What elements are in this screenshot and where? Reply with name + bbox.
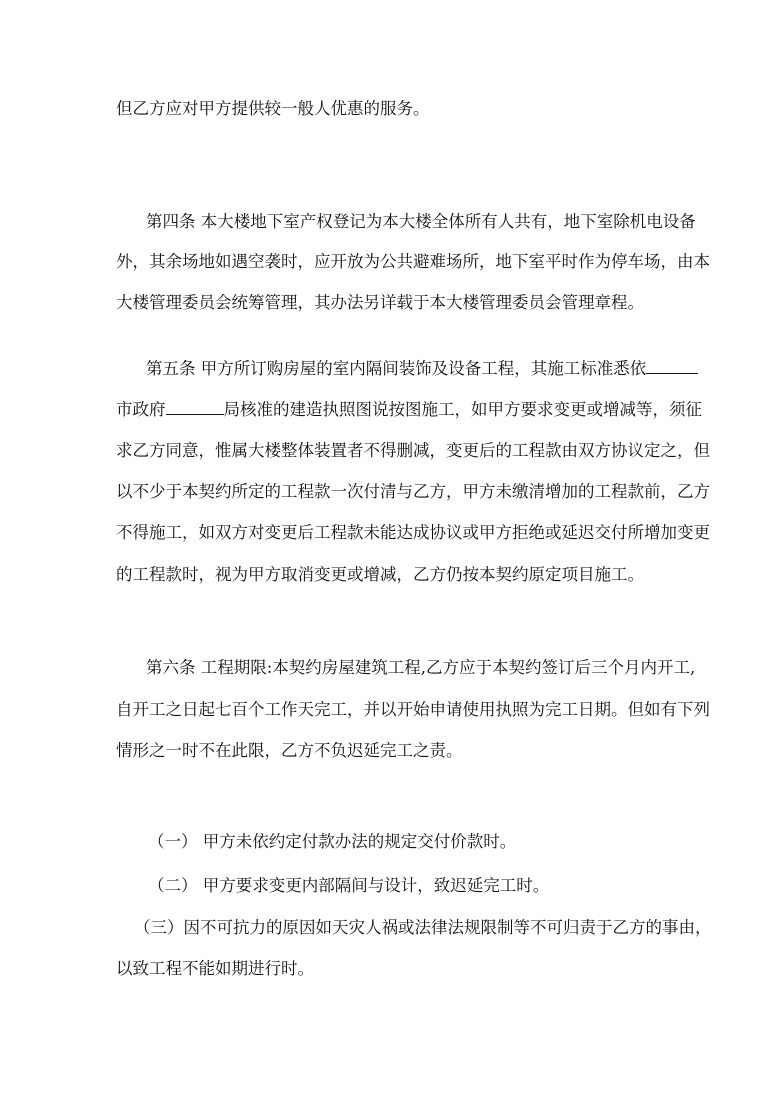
article4-line3: 大楼管理委员会统筹管理，其办法另详载于本大楼管理委员会管理章程。: [116, 293, 644, 312]
article5-line6: 的工程款时，视为甲方取消变更或增减，乙方仍按本契约原定项目施工。: [116, 565, 644, 584]
article6-line2: 自开工之日起七百个工作天完工，并以开始申请使用执照为完工日期。但如有下列: [116, 700, 710, 719]
paragraph-intro-line: 但乙方应对甲方提供较一般人优惠的服务。: [116, 99, 430, 118]
list-item-1: （一） 甲方未依约定付款办法的规定交付价款时。: [148, 832, 517, 851]
article5-line2-prefix: 市政府: [116, 400, 166, 419]
article5-line3: 求乙方同意，惟属大楼整体装置者不得删减，变更后的工程款由双方协议定之，但: [116, 441, 710, 460]
article5-line1-text: 第五条 甲方所订购房屋的室内隔间装饰及设备工程，其施工标准悉依: [146, 359, 647, 378]
fill-in-blank-bureau[interactable]: [166, 400, 224, 415]
article6-line1: 第六条 工程期限:本契约房屋建筑工程,乙方应于本契约签订后三个月内开工,: [146, 658, 696, 677]
article5-line2: [116, 399, 702, 421]
fill-in-blank-city[interactable]: [646, 359, 698, 374]
article5-line2-suffix: 局核准的建造执照图说按图施工，如甲方要求变更或增减等，须征: [223, 400, 702, 419]
article5-line5: 不得施工，如双方对变更后工程款未能达成协议或甲方拒绝或延迟交付所增加变更: [116, 523, 710, 542]
article5-line1: [146, 358, 698, 380]
article4-line1: 第四条 本大楼地下室产权登记为本大楼全体所有人共有，地下室除机电设备: [146, 212, 696, 231]
article6-line3: 情形之一时不在此限，乙方不负迟延完工之责。: [116, 741, 463, 760]
article5-line4: 以不少于本契约所定的工程款一次付清与乙方，甲方未缴清增加的工程款前，乙方: [116, 482, 710, 501]
article4-line2: 外，其余场地如遇空袭时，应开放为公共避难场所，地下室平时作为停车场，由本: [116, 252, 710, 271]
list-item-3-line1: （三）因不可抗力的原因如天灾人祸或法律法规限制等不可归责于乙方的事由，: [134, 918, 712, 937]
list-item-2: （二） 甲方要求变更内部隔间与设计，致迟延完工时。: [148, 876, 550, 895]
list-item-3-line2: 以致工程不能如期进行时。: [116, 959, 314, 978]
